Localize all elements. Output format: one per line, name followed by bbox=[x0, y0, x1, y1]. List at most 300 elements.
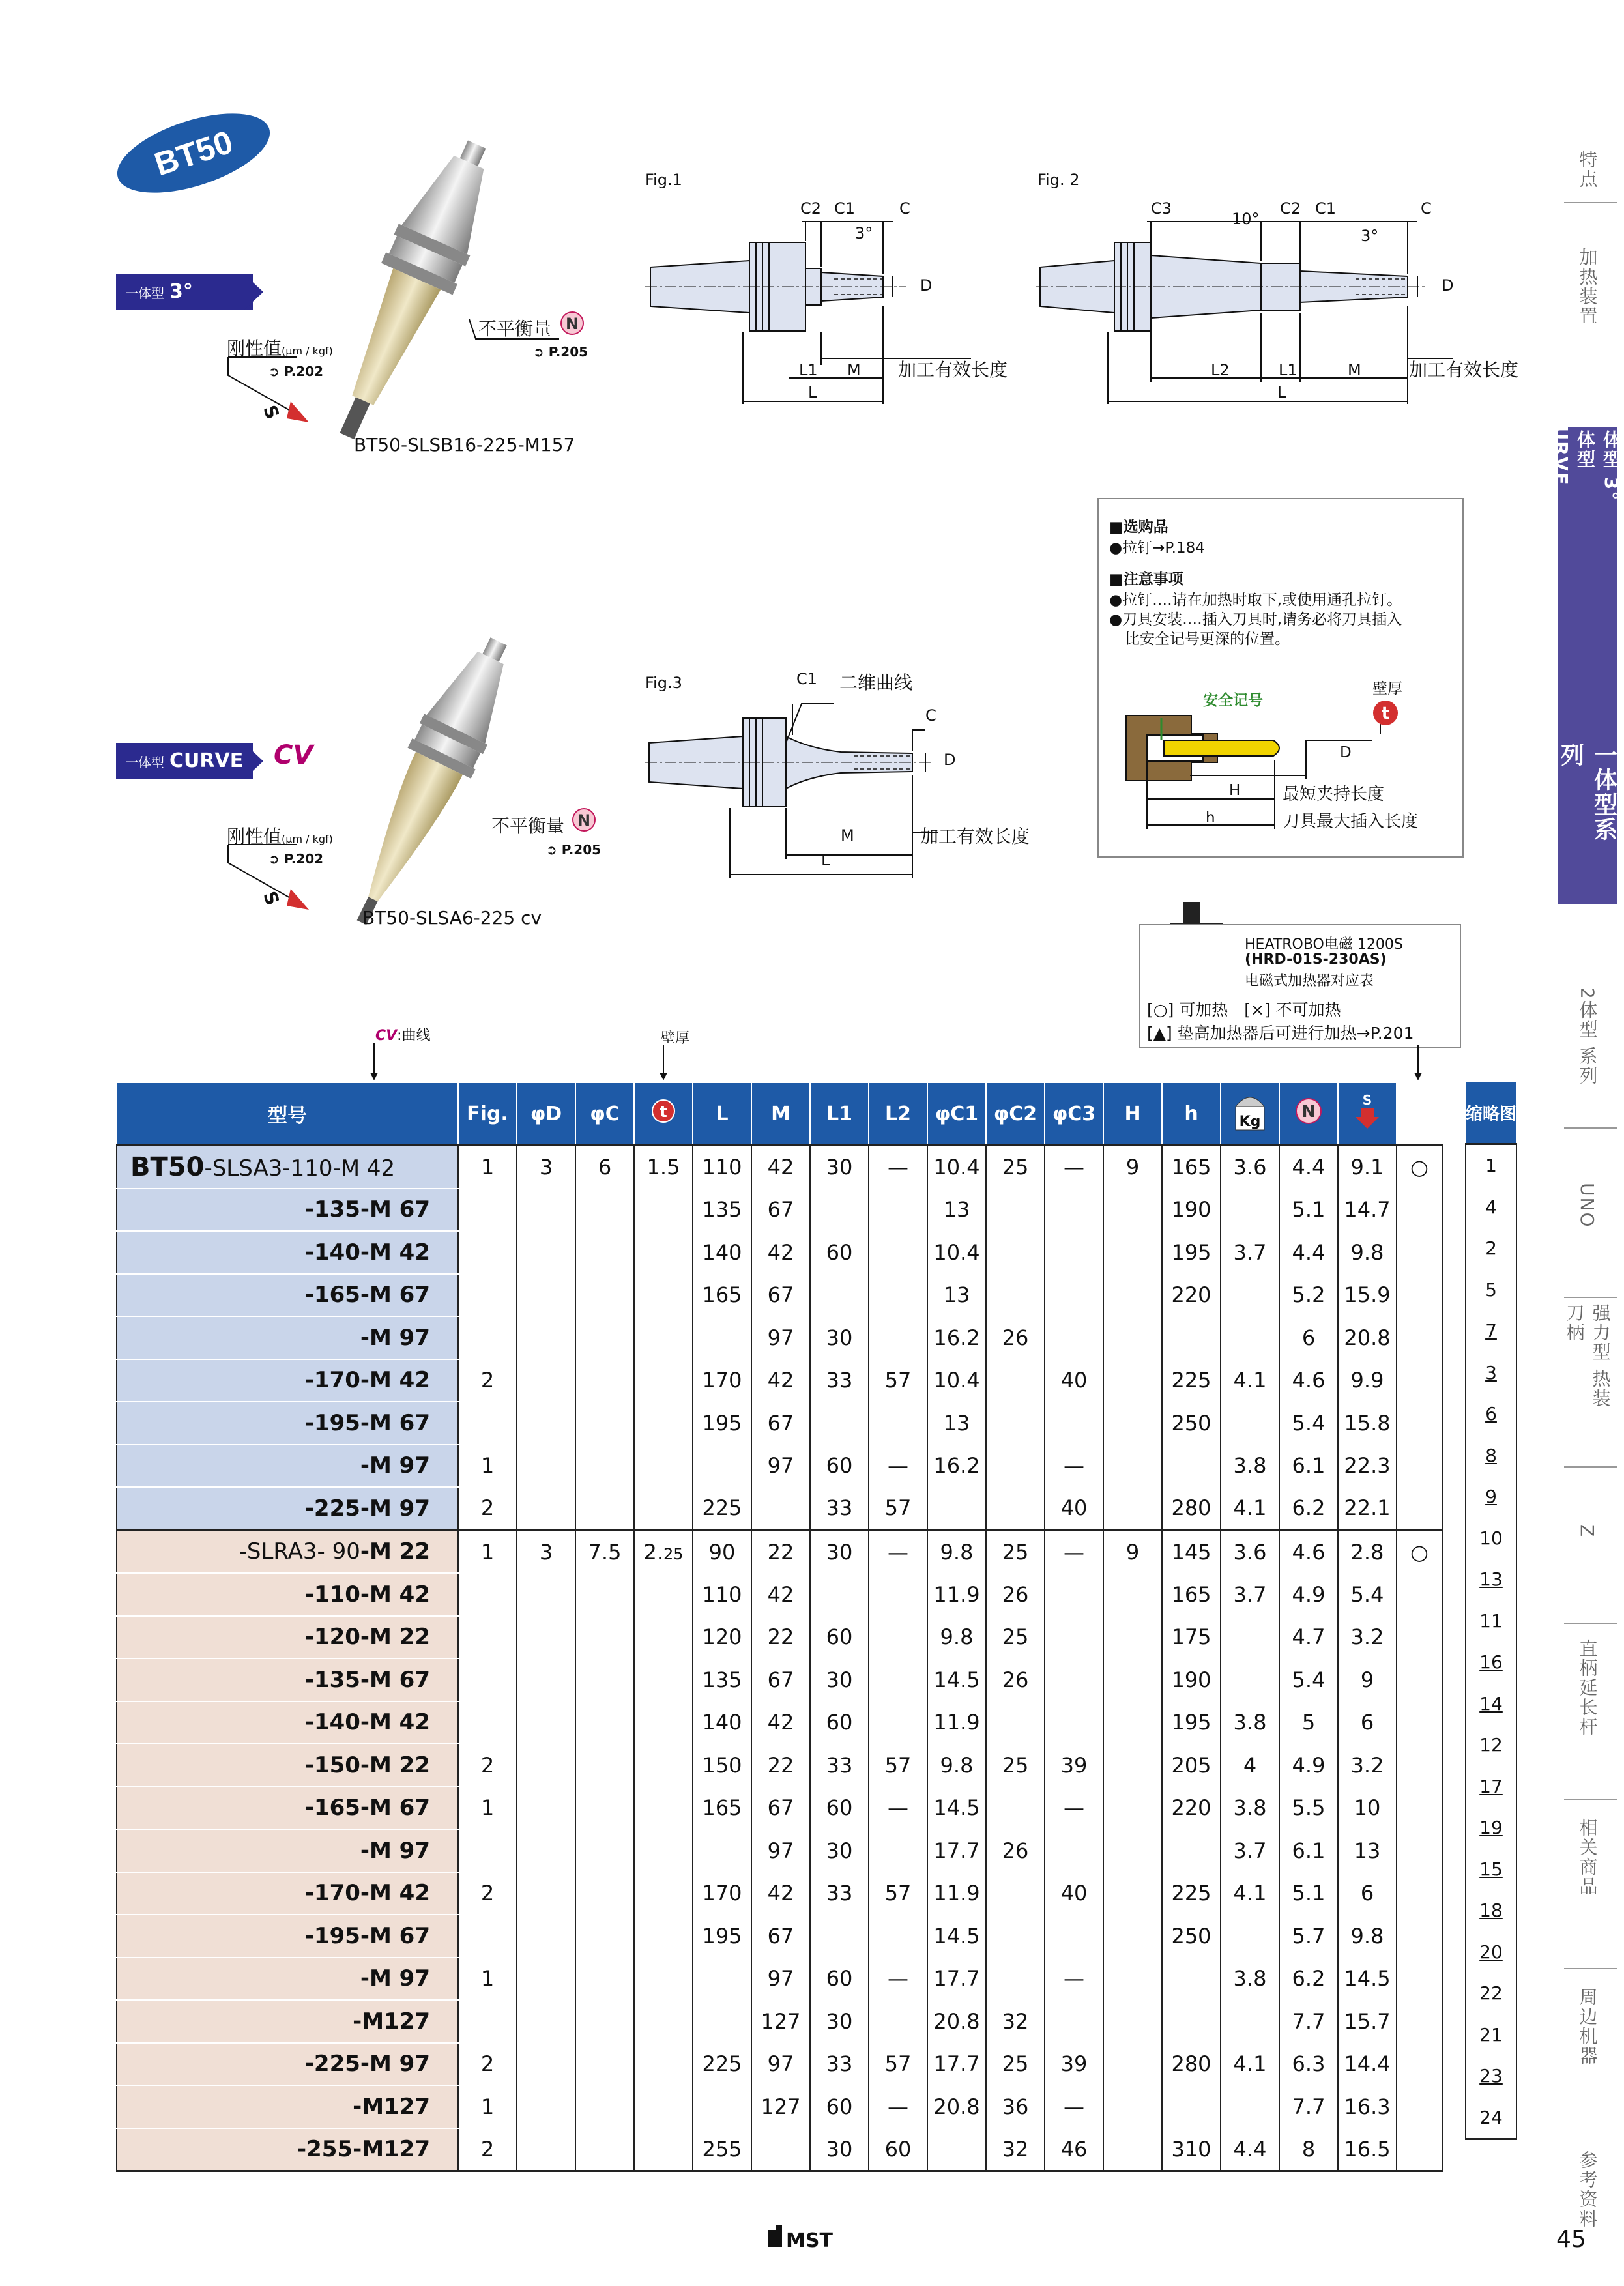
value-cell bbox=[517, 1402, 575, 1445]
value-cell bbox=[1103, 2128, 1162, 2171]
value-cell: — bbox=[1045, 1445, 1103, 1488]
value-cell: 310 bbox=[1162, 2128, 1221, 2171]
value-cell: 11.9 bbox=[927, 1701, 986, 1744]
value-cell bbox=[634, 1274, 693, 1317]
value-cell: 280 bbox=[1162, 1487, 1221, 1530]
fig3-m: M bbox=[841, 826, 854, 845]
value-cell: 6.3 bbox=[1279, 2043, 1338, 2086]
value-cell: 26 bbox=[986, 1658, 1045, 1701]
value-cell: 11.9 bbox=[927, 1573, 986, 1616]
value-cell: 20.8 bbox=[1338, 1316, 1397, 1359]
tool1-rigidity-ref[interactable]: ➲ P.202 bbox=[268, 364, 324, 379]
value-cell: 5.4 bbox=[1338, 1573, 1397, 1616]
nav-reference[interactable]: 参考资料 bbox=[1576, 2150, 1599, 2229]
value-cell bbox=[458, 1316, 517, 1359]
value-cell: 2.8 bbox=[1338, 1530, 1397, 1573]
svg-text:t: t bbox=[1381, 704, 1390, 723]
value-cell: 40 bbox=[1045, 1359, 1103, 1402]
value-cell bbox=[869, 1402, 927, 1445]
value-cell bbox=[1103, 2085, 1162, 2128]
heat-line-4: [○] 可加热 [×] 不可加热 bbox=[1147, 1000, 1341, 1019]
thumbnail-link[interactable]: 6 bbox=[1466, 1393, 1516, 1435]
nav-z[interactable]: Z bbox=[1576, 1524, 1598, 1539]
tool2-balance-ref[interactable]: ➲ P.205 bbox=[546, 842, 602, 858]
thumbnail-link[interactable]: 9 bbox=[1466, 1476, 1516, 1518]
value-cell bbox=[575, 1274, 634, 1317]
value-cell: — bbox=[1045, 1146, 1103, 1189]
value-cell: 46 bbox=[1045, 2128, 1103, 2171]
value-cell bbox=[1103, 2043, 1162, 2086]
header-weight bbox=[1221, 1082, 1279, 1146]
value-cell bbox=[634, 1231, 693, 1274]
value-cell bbox=[517, 1189, 575, 1232]
value-cell bbox=[1221, 2085, 1279, 2128]
table-row bbox=[117, 1872, 1442, 1915]
model-cell: -195-M 67 bbox=[117, 1402, 458, 1445]
value-cell: 10 bbox=[1338, 1787, 1397, 1830]
value-cell: 195 bbox=[693, 1402, 751, 1445]
value-cell bbox=[1045, 1189, 1103, 1232]
value-cell: 42 bbox=[751, 1701, 810, 1744]
fig1-c2: C2 bbox=[800, 199, 822, 218]
value-cell: 16.2 bbox=[927, 1316, 986, 1359]
model-cell: -165-M 67 bbox=[117, 1787, 458, 1830]
header-l2: L2 bbox=[869, 1082, 927, 1146]
tool2-rigidity-ref[interactable]: ➲ P.202 bbox=[268, 851, 324, 867]
value-cell: 255 bbox=[693, 2128, 751, 2171]
value-cell bbox=[575, 1402, 634, 1445]
value-cell bbox=[517, 1658, 575, 1701]
value-cell bbox=[575, 1616, 634, 1659]
value-cell bbox=[458, 1573, 517, 1616]
value-cell: 5.4 bbox=[1279, 1658, 1338, 1701]
heat-availability-cell bbox=[1397, 1744, 1442, 1787]
value-cell bbox=[1045, 1658, 1103, 1701]
heat-line-5[interactable]: [▲] 垫高加热器后可进行加热→P.201 bbox=[1147, 1024, 1414, 1043]
value-cell bbox=[634, 1915, 693, 1958]
value-cell: 9 bbox=[1103, 1530, 1162, 1573]
t-header-icon bbox=[650, 1098, 676, 1124]
nav-straight-extension[interactable]: 直柄延长杆 bbox=[1576, 1639, 1599, 1737]
table-row bbox=[117, 2085, 1442, 2128]
thumbnail-link[interactable]: 2 bbox=[1466, 1228, 1516, 1269]
value-cell: 42 bbox=[751, 1573, 810, 1616]
value-cell bbox=[517, 1573, 575, 1616]
value-cell bbox=[1221, 1402, 1279, 1445]
nav-one-piece-3deg-curve[interactable]: 一体型 3° 一体型 CURVE bbox=[1550, 411, 1622, 502]
value-cell: 42 bbox=[751, 1872, 810, 1915]
thumbnail-column bbox=[1465, 1082, 1517, 2140]
value-cell: 2 bbox=[458, 1359, 517, 1402]
fig2-c1: C1 bbox=[1315, 199, 1337, 218]
value-cell: 67 bbox=[751, 1915, 810, 1958]
value-cell: 3.2 bbox=[1338, 1616, 1397, 1659]
value-cell: 140 bbox=[693, 1701, 751, 1744]
value-cell: 5.1 bbox=[1279, 1872, 1338, 1915]
value-cell bbox=[693, 2085, 751, 2128]
value-cell bbox=[986, 1872, 1045, 1915]
value-cell bbox=[1045, 1701, 1103, 1744]
value-cell: 127 bbox=[751, 2085, 810, 2128]
thumbnail-link[interactable]: 18 bbox=[1466, 1890, 1516, 1932]
value-cell: 2 bbox=[458, 2128, 517, 2171]
thumbnail-link[interactable]: 21 bbox=[1466, 2014, 1516, 2056]
header-model: 型号 bbox=[117, 1082, 458, 1146]
value-cell: 17.7 bbox=[927, 2043, 986, 2086]
model-cell: -170-M 42 bbox=[117, 1872, 458, 1915]
nav-features[interactable]: 特点 bbox=[1576, 150, 1599, 189]
value-cell bbox=[693, 1958, 751, 2001]
value-cell bbox=[634, 1445, 693, 1488]
value-cell: 4.9 bbox=[1279, 1744, 1338, 1787]
value-cell: 36 bbox=[986, 2085, 1045, 2128]
value-cell: 97 bbox=[751, 2043, 810, 2086]
value-cell: 4.4 bbox=[1221, 2128, 1279, 2171]
max-insert-length: 刀具最大插入长度 bbox=[1283, 812, 1419, 832]
model-cell: -255-M127 bbox=[117, 2128, 458, 2171]
value-cell: 60 bbox=[810, 1958, 869, 2001]
value-cell: 16.5 bbox=[1338, 2128, 1397, 2171]
value-cell: 26 bbox=[986, 1316, 1045, 1359]
value-cell: 30 bbox=[810, 1146, 869, 1189]
value-cell: 4.6 bbox=[1279, 1359, 1338, 1402]
thumbnail-link[interactable]: 17 bbox=[1466, 1766, 1516, 1808]
thumbnail-link[interactable]: 10 bbox=[1466, 1518, 1516, 1559]
value-cell bbox=[575, 1744, 634, 1787]
nav-related-products[interactable]: 相关商品 bbox=[1576, 1818, 1599, 1896]
value-cell: 25 bbox=[986, 2043, 1045, 2086]
heat-availability-cell bbox=[1397, 1616, 1442, 1659]
value-cell: 165 bbox=[693, 1274, 751, 1317]
value-cell bbox=[810, 1573, 869, 1616]
table-row bbox=[117, 1231, 1442, 1274]
value-cell: 5 bbox=[1279, 1701, 1338, 1744]
value-cell: 22 bbox=[751, 1616, 810, 1659]
notes-options-heading: ■选购品 bbox=[1109, 519, 1168, 536]
value-cell: 3.8 bbox=[1221, 1701, 1279, 1744]
value-cell bbox=[517, 2085, 575, 2128]
value-cell: 57 bbox=[869, 2043, 927, 2086]
value-cell bbox=[458, 1402, 517, 1445]
value-cell: 225 bbox=[1162, 1872, 1221, 1915]
fig3-curve-label: 二维曲线 bbox=[839, 672, 913, 693]
value-cell bbox=[986, 1787, 1045, 1830]
fig3-l: L bbox=[821, 851, 830, 869]
value-cell bbox=[1103, 1189, 1162, 1232]
table-row bbox=[117, 1915, 1442, 1958]
value-cell: 67 bbox=[751, 1402, 810, 1445]
value-cell: 1 bbox=[458, 1530, 517, 1573]
heat-arrow bbox=[1413, 1045, 1423, 1082]
value-cell bbox=[869, 1316, 927, 1359]
value-cell: 14.4 bbox=[1338, 2043, 1397, 2086]
value-cell: 67 bbox=[751, 1274, 810, 1317]
value-cell: 16.3 bbox=[1338, 2085, 1397, 2128]
fig2-l: L bbox=[1277, 383, 1286, 401]
value-cell bbox=[869, 1616, 927, 1659]
value-cell: 1 bbox=[458, 2085, 517, 2128]
fig2-c: C bbox=[1421, 199, 1432, 218]
value-cell bbox=[869, 1274, 927, 1317]
value-cell bbox=[986, 1402, 1045, 1445]
value-cell: 67 bbox=[751, 1787, 810, 1830]
value-cell: 4.7 bbox=[1279, 1616, 1338, 1659]
value-cell bbox=[1162, 2000, 1221, 2043]
nav-heavy-duty[interactable]: 强力型 热装刀柄 bbox=[1563, 1303, 1612, 1408]
value-cell bbox=[1221, 1274, 1279, 1317]
value-cell bbox=[1103, 1958, 1162, 2001]
thumbnail-link[interactable]: 20 bbox=[1466, 1932, 1516, 1973]
value-cell: 250 bbox=[1162, 1402, 1221, 1445]
badge-text: BT50 bbox=[150, 123, 237, 183]
value-cell bbox=[517, 1274, 575, 1317]
value-cell: 2 bbox=[458, 1487, 517, 1530]
value-cell: 15.8 bbox=[1338, 1402, 1397, 1445]
notes-h-upper: H bbox=[1229, 782, 1241, 799]
value-cell bbox=[1162, 1445, 1221, 1488]
value-cell bbox=[458, 1658, 517, 1701]
value-cell bbox=[1103, 1616, 1162, 1659]
model-cell: -M 97 bbox=[117, 1445, 458, 1488]
value-cell bbox=[1162, 1316, 1221, 1359]
header-d: φD bbox=[517, 1082, 575, 1146]
value-cell bbox=[575, 1829, 634, 1872]
value-cell bbox=[575, 1359, 634, 1402]
value-cell: 97 bbox=[751, 1316, 810, 1359]
value-cell bbox=[927, 2128, 986, 2171]
fig2-m: M bbox=[1348, 361, 1361, 379]
value-cell bbox=[517, 1872, 575, 1915]
legend-cv: CV:曲线 bbox=[375, 1028, 431, 1044]
table-row bbox=[117, 1316, 1442, 1359]
value-cell bbox=[634, 1701, 693, 1744]
value-cell: 60 bbox=[810, 1445, 869, 1488]
thumbnail-link[interactable]: 12 bbox=[1466, 1724, 1516, 1766]
value-cell bbox=[575, 2043, 634, 2086]
notes-option-pullstud[interactable]: ●拉钉→P.184 bbox=[1109, 540, 1205, 557]
heat-availability-cell bbox=[1397, 1658, 1442, 1701]
value-cell: 33 bbox=[810, 1744, 869, 1787]
table-row bbox=[117, 1701, 1442, 1744]
heat-availability-cell bbox=[1397, 2043, 1442, 2086]
table-body bbox=[117, 1146, 1442, 2171]
value-cell: — bbox=[869, 1787, 927, 1830]
value-cell bbox=[517, 1231, 575, 1274]
value-cell bbox=[458, 2000, 517, 2043]
value-cell bbox=[517, 1445, 575, 1488]
thumbnail-link[interactable]: 7 bbox=[1466, 1310, 1516, 1352]
value-cell: 127 bbox=[751, 2000, 810, 2043]
thumbnail-link[interactable]: 16 bbox=[1466, 1642, 1516, 1683]
thumbnail-link[interactable]: 14 bbox=[1466, 1683, 1516, 1725]
value-cell: 1 bbox=[458, 1787, 517, 1830]
value-cell bbox=[634, 1573, 693, 1616]
fig1-deg: 3° bbox=[855, 224, 873, 242]
model-cell: -M 97 bbox=[117, 1958, 458, 2001]
value-cell bbox=[1221, 1658, 1279, 1701]
value-cell bbox=[1045, 1316, 1103, 1359]
table-row bbox=[117, 1402, 1442, 1445]
value-cell: 220 bbox=[1162, 1274, 1221, 1317]
value-cell bbox=[751, 1487, 810, 1530]
value-cell: 4.1 bbox=[1221, 1487, 1279, 1530]
value-cell: 4.4 bbox=[1279, 1231, 1338, 1274]
bt50-badge bbox=[112, 115, 275, 192]
value-cell bbox=[693, 1445, 751, 1488]
value-cell: 4.6 bbox=[1279, 1530, 1338, 1573]
tool1-balance: 不平衡量 bbox=[478, 318, 552, 340]
value-cell: 25 bbox=[986, 1530, 1045, 1573]
value-cell bbox=[634, 1872, 693, 1915]
thumbnail-link[interactable]: 24 bbox=[1466, 2097, 1516, 2139]
value-cell bbox=[1045, 1573, 1103, 1616]
fig3-d: D bbox=[944, 751, 956, 769]
value-cell: 20.8 bbox=[927, 2085, 986, 2128]
value-cell: 30 bbox=[810, 1530, 869, 1573]
value-cell bbox=[458, 1189, 517, 1232]
value-cell bbox=[458, 1829, 517, 1872]
nav-heating-device[interactable]: 加热装置 bbox=[1576, 248, 1599, 326]
value-cell bbox=[986, 1359, 1045, 1402]
heat-availability-cell bbox=[1397, 1316, 1442, 1359]
thumbnail-link[interactable]: 13 bbox=[1466, 1559, 1516, 1600]
value-cell: 2.25 bbox=[634, 1530, 693, 1573]
heat-availability-cell: ○ bbox=[1397, 1146, 1442, 1189]
tool1-n-icon bbox=[559, 310, 585, 336]
header-availability bbox=[1397, 1082, 1442, 1146]
value-cell bbox=[1045, 1829, 1103, 1872]
thumbnail-link[interactable]: 22 bbox=[1466, 1973, 1516, 2014]
tool1-name: BT50-SLSB16-225-M157 bbox=[354, 434, 575, 456]
value-cell: 7.7 bbox=[1279, 2085, 1338, 2128]
value-cell bbox=[634, 2128, 693, 2171]
thumbnail-link[interactable]: 11 bbox=[1466, 1600, 1516, 1642]
fig2-c2: C2 bbox=[1280, 199, 1301, 218]
thumbnail-link[interactable]: 8 bbox=[1466, 1435, 1516, 1477]
heat-availability-cell bbox=[1397, 1189, 1442, 1232]
value-cell bbox=[575, 1701, 634, 1744]
value-cell bbox=[810, 1402, 869, 1445]
tool1-balance-ref[interactable]: ➲ P.205 bbox=[533, 344, 588, 360]
value-cell: 7.7 bbox=[1279, 2000, 1338, 2043]
n-header-icon bbox=[1294, 1097, 1323, 1125]
thumbnail-link[interactable]: 5 bbox=[1466, 1269, 1516, 1311]
value-cell bbox=[1103, 1274, 1162, 1317]
value-cell: 9 bbox=[1338, 1658, 1397, 1701]
value-cell bbox=[1103, 1359, 1162, 1402]
header-fig: Fig. bbox=[458, 1082, 517, 1146]
value-cell bbox=[634, 1616, 693, 1659]
value-cell: 25 bbox=[986, 1616, 1045, 1659]
value-cell: 7.5 bbox=[575, 1530, 634, 1573]
thumbnail-link[interactable]: 3 bbox=[1466, 1352, 1516, 1394]
value-cell bbox=[1221, 1316, 1279, 1359]
value-cell: 5.4 bbox=[1279, 1402, 1338, 1445]
heat-availability-cell bbox=[1397, 1958, 1442, 2001]
value-cell: 280 bbox=[1162, 2043, 1221, 2086]
tool1-balance-leader bbox=[469, 313, 560, 345]
table-row bbox=[117, 2043, 1442, 2086]
value-cell: 39 bbox=[1045, 1744, 1103, 1787]
value-cell: 33 bbox=[810, 2043, 869, 2086]
thumbnail-link[interactable]: 4 bbox=[1466, 1187, 1516, 1228]
svg-text:MST: MST bbox=[786, 2229, 833, 2252]
value-cell: 14.5 bbox=[927, 1915, 986, 1958]
legend-wall: 壁厚 bbox=[661, 1030, 690, 1047]
value-cell: 3.7 bbox=[1221, 1829, 1279, 1872]
value-cell bbox=[634, 1189, 693, 1232]
nav-uno[interactable]: UNO bbox=[1576, 1183, 1598, 1228]
value-cell: 26 bbox=[986, 1829, 1045, 1872]
nav-separator bbox=[1564, 1799, 1617, 1800]
value-cell bbox=[575, 1231, 634, 1274]
model-cell: -135-M 67 bbox=[117, 1658, 458, 1701]
model-cell: -M 97 bbox=[117, 1316, 458, 1359]
nav-separator bbox=[1564, 202, 1617, 203]
nav-one-piece-series[interactable]: 一体型系列 bbox=[1557, 743, 1617, 842]
value-cell: 170 bbox=[693, 1359, 751, 1402]
value-cell: 15.9 bbox=[1338, 1274, 1397, 1317]
value-cell bbox=[869, 1829, 927, 1872]
value-cell bbox=[575, 1189, 634, 1232]
nav-two-piece-series[interactable]: 2体型 系列 bbox=[1576, 987, 1599, 1086]
value-cell: 175 bbox=[1162, 1616, 1221, 1659]
value-cell: 33 bbox=[810, 1872, 869, 1915]
thumbnail-link[interactable]: 15 bbox=[1466, 1849, 1516, 1890]
value-cell bbox=[1103, 2000, 1162, 2043]
value-cell bbox=[517, 1316, 575, 1359]
thumbnail-link[interactable]: 23 bbox=[1466, 2055, 1516, 2097]
value-cell: 1.5 bbox=[634, 1146, 693, 1189]
notes-caution-1: ●拉钉‥‥请在加热时取下,或使用通孔拉钉。 bbox=[1109, 592, 1402, 609]
heat-availability-cell bbox=[1397, 2000, 1442, 2043]
value-cell: 110 bbox=[693, 1573, 751, 1616]
value-cell: 17.7 bbox=[927, 1958, 986, 2001]
value-cell bbox=[634, 2043, 693, 2086]
value-cell bbox=[575, 1658, 634, 1701]
value-cell: — bbox=[869, 1958, 927, 2001]
thumbnail-header: 缩略图 bbox=[1466, 1082, 1516, 1144]
value-cell: 57 bbox=[869, 1487, 927, 1530]
value-cell: 90 bbox=[693, 1530, 751, 1573]
value-cell: 67 bbox=[751, 1189, 810, 1232]
fig2-deg: 3° bbox=[1361, 227, 1379, 245]
value-cell bbox=[1045, 1231, 1103, 1274]
value-cell: 110 bbox=[693, 1146, 751, 1189]
svg-text:t: t bbox=[660, 1103, 667, 1121]
spec-table bbox=[116, 1082, 1443, 2172]
header-c: φC bbox=[575, 1082, 634, 1146]
value-cell bbox=[517, 1487, 575, 1530]
safety-mark-label: 安全记号 bbox=[1203, 692, 1263, 709]
value-cell: 1 bbox=[458, 1958, 517, 2001]
value-cell bbox=[1103, 1829, 1162, 1872]
notes-box bbox=[1097, 498, 1464, 858]
value-cell bbox=[634, 1744, 693, 1787]
value-cell bbox=[517, 1744, 575, 1787]
thumbnail-link[interactable]: 1 bbox=[1466, 1144, 1516, 1187]
value-cell: 190 bbox=[1162, 1189, 1221, 1232]
value-cell bbox=[575, 1915, 634, 1958]
nav-peripherals[interactable]: 周边机器 bbox=[1576, 1988, 1599, 2066]
value-cell: 4 bbox=[1221, 1744, 1279, 1787]
table-row bbox=[117, 1487, 1442, 1530]
value-cell: 4.9 bbox=[1279, 1573, 1338, 1616]
value-cell bbox=[1103, 1445, 1162, 1488]
value-cell: 97 bbox=[751, 1958, 810, 2001]
value-cell: 140 bbox=[693, 1231, 751, 1274]
thumbnail-link[interactable]: 19 bbox=[1466, 1807, 1516, 1849]
